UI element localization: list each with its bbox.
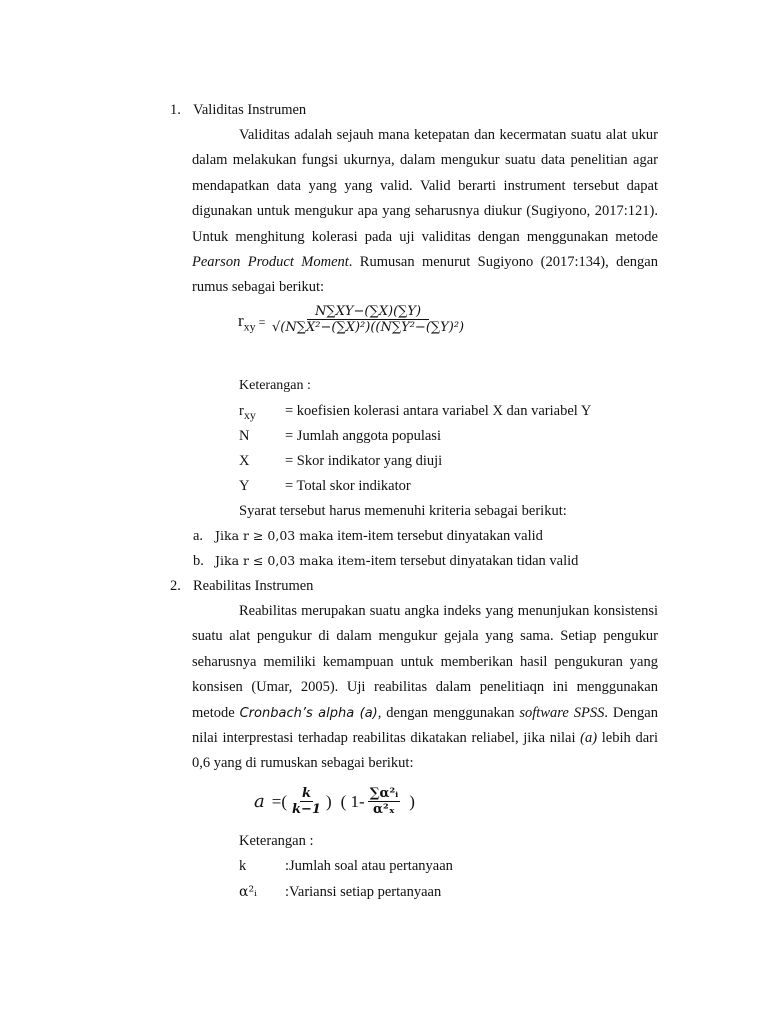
keterangan-2-title: Keterangan : [239, 833, 314, 849]
section-2-title: Reabilitas Instrumen [193, 578, 314, 594]
criteria-b-text: -item tersebut dinyatakan tidan valid [365, 553, 579, 569]
reabilitas-text-4: lebih dari 0,6 yang di rumuskan sebagai berikut: [192, 730, 659, 772]
reabilitas-paragraph [192, 599, 658, 777]
reabilitas-text-1: Reabilitas merupakan suatu angka indeks yang menunjukan konsistensi suatu alat pengukur di dalam mengukur gejala yang sama. Setiap pengukur seharusnya memiliki kemampuan untuk memberikan hasil pengukuran yang konsisen (Umar, 2005). Uji reabilitas dalam penelitiaqn ini menggunakan metode [192, 603, 658, 721]
reabilitas-software-italic: software SPSS [519, 704, 605, 721]
legend-symbol-y: Y [239, 478, 250, 494]
alpha-k-fraction [290, 786, 323, 817]
criteria-b [215, 553, 578, 570]
validitas-method-italic: Pearson Product Moment [192, 254, 349, 271]
reabilitas-text-3: . Dengan nilai interprestasi terhadap reabilitas dikatakan reliabel, jika nilai [192, 704, 658, 747]
legend2-desc-k: :Jumlah soal atau pertanyaan [285, 858, 453, 874]
alpha-variance-fraction [368, 786, 401, 817]
legend-desc-x: = Skor indikator yang diuji [285, 453, 443, 469]
alpha-k-numerator: k [301, 786, 311, 801]
legend2-symbol-alpha: α²ᵢ [239, 884, 257, 900]
criteria-a-text: item-item tersebut dinyatakan valid [333, 528, 543, 544]
legend-symbol-sub: xy [243, 407, 256, 422]
alpha-end-paren: ) [409, 791, 415, 811]
reabilitas-alpha-italic: (a) [580, 730, 598, 747]
reabilitas-text-2: , dengan menggunakan [377, 704, 520, 721]
legend-desc-n: = Jumlah anggota populasi [285, 428, 441, 444]
legend-row-rxy [239, 403, 256, 423]
alpha-symbol: a [254, 791, 265, 812]
criteria-a-condition: Jika r ≥ 0,03 maka [215, 528, 334, 543]
formula-equals: = [255, 315, 266, 329]
criteria-b-condition: Jika r ≤ 0,03 maka item [215, 553, 366, 568]
alpha-formula [254, 786, 415, 817]
section-1-title: Validitas Instrumen [193, 102, 307, 118]
pearson-formula-fraction [270, 304, 466, 335]
legend-symbol: r [239, 403, 244, 419]
alpha-close-paren: ) [325, 791, 332, 811]
formula-r: r [238, 311, 244, 330]
legend2-symbol-k: k [239, 858, 247, 874]
alpha-k-denominator: k−1 [291, 802, 321, 817]
syarat-text: Syarat tersebut harus memenuhi kriteria sebagai berikut: [239, 503, 567, 519]
legend-desc-rxy: = koefisien kolerasi antara variabel X dan variabel Y [285, 403, 592, 419]
alpha-middle: ( 1- [340, 791, 365, 811]
legend-symbol-n: N [239, 428, 250, 444]
keterangan-1-title: Keterangan : [239, 378, 311, 393]
alpha-variance-numerator: ∑α²ᵢ [369, 786, 399, 801]
criteria-a-marker: a. [193, 528, 204, 544]
validitas-text-2: . Rumusan menurut Sugiyono (2017:134), dengan rumus sebagai berikut: [192, 254, 658, 296]
section-1-number: 1. [170, 102, 181, 118]
legend-desc-y: = Total skor indikator [285, 478, 411, 494]
validitas-paragraph [192, 123, 658, 301]
legend-symbol-x: X [239, 453, 250, 469]
alpha-equals-open: =( [271, 791, 287, 811]
section-2-number: 2. [170, 578, 181, 594]
reabilitas-method-italic: Cronbach’s alpha (a) [239, 705, 378, 721]
formula-r-sub: xy [243, 319, 256, 334]
legend2-desc-alpha: :Variansi setiap pertanyaan [285, 884, 442, 900]
criteria-a [215, 528, 543, 545]
pearson-denominator: √(N∑X²−(∑X)²)((N∑Y²−(∑Y)²) [272, 320, 465, 335]
alpha-variance-denominator: α²ₓ [373, 802, 395, 817]
validitas-text-1: Validitas adalah sejauh mana ketepatan dan kecermatan suatu alat ukur dalam melakukan fungsi ukurnya, dalam mengukur suatu data penelitian agar mendapatkan data yang yang valid. Valid berarti instrument tersebut dapat digunakan untuk mengukur apa yang seharusnya diukur (Sugiyono, 2017:121). Untuk menghitung kolerasi pada uji validitas dengan menggunakan metode [192, 127, 658, 245]
pearson-formula-lhs [238, 311, 265, 334]
pearson-numerator: N∑XY−(∑X)(∑Y) [307, 304, 429, 320]
criteria-b-marker: b. [193, 553, 204, 569]
